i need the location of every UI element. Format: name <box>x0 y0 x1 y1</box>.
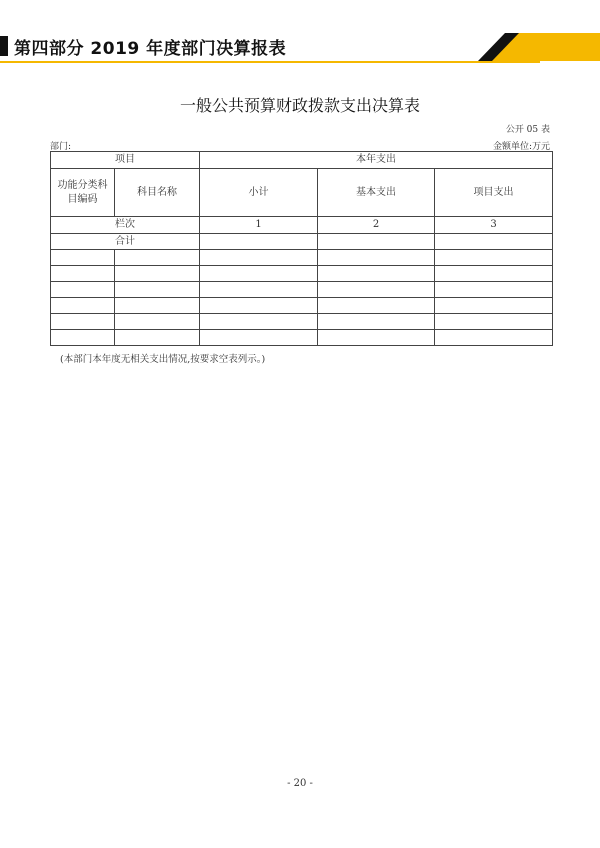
table-cell <box>200 330 318 346</box>
column-index-1: 1 <box>200 217 318 234</box>
column-index-2: 2 <box>318 217 435 234</box>
table-cell <box>51 298 115 314</box>
table-cell <box>115 314 200 330</box>
function-code-header: 功能分类科目编码 <box>51 169 115 217</box>
table-cell <box>200 282 318 298</box>
table-cell <box>51 330 115 346</box>
subtotal-header: 小计 <box>200 169 318 217</box>
table-cell <box>435 330 553 346</box>
table-row <box>51 250 553 266</box>
table-cell <box>115 330 200 346</box>
table-cell <box>51 266 115 282</box>
table-cell <box>318 250 435 266</box>
column-index-row <box>51 217 553 234</box>
subject-name-header: 科目名称 <box>115 169 200 217</box>
total-project-cell <box>435 234 553 250</box>
project-expenditure-header: 项目支出 <box>435 169 553 217</box>
expenditure-table <box>50 151 553 346</box>
department-label: 部门: <box>50 142 72 152</box>
table-row <box>51 314 553 330</box>
table-cell <box>200 266 318 282</box>
table-cell <box>200 314 318 330</box>
empty-rows <box>51 250 553 346</box>
table-header-row <box>51 152 553 169</box>
table-cell <box>115 250 200 266</box>
table-row <box>51 298 553 314</box>
table-cell <box>435 282 553 298</box>
table-cell <box>115 282 200 298</box>
table-cell <box>435 314 553 330</box>
page-header <box>0 30 600 64</box>
column-index-3: 3 <box>435 217 553 234</box>
column-index-label: 栏次 <box>51 217 200 234</box>
header-item-cell: 项目 <box>51 152 200 169</box>
table-cell <box>318 298 435 314</box>
basic-expenditure-header: 基本支出 <box>318 169 435 217</box>
table-cell <box>115 266 200 282</box>
table-cell <box>435 266 553 282</box>
table-cell <box>51 282 115 298</box>
table-code: 公开 05 表 <box>505 125 550 135</box>
table-cell <box>51 314 115 330</box>
yellow-black-stripe-icon <box>0 30 600 64</box>
table-cell <box>200 250 318 266</box>
table-cell <box>51 250 115 266</box>
total-row <box>51 234 553 250</box>
total-label: 合计 <box>51 234 200 250</box>
header-current-year-cell: 本年支出 <box>200 152 553 169</box>
table-row <box>51 330 553 346</box>
table-row <box>51 266 553 282</box>
table-cell <box>318 282 435 298</box>
table-cell <box>435 298 553 314</box>
document-title: 一般公共预算财政拨款支出决算表 <box>179 96 420 115</box>
page-number: - 20 - <box>287 778 313 789</box>
table-cell <box>318 330 435 346</box>
table-cell <box>115 298 200 314</box>
table-row <box>51 282 553 298</box>
section-title: 第四部分 2019 年度部门决算报表 <box>14 39 287 59</box>
total-basic-cell <box>318 234 435 250</box>
table-cell <box>318 314 435 330</box>
table-cell <box>200 298 318 314</box>
table-cell <box>435 250 553 266</box>
table-subheader-row <box>51 169 553 217</box>
empty-table-note: (本部门本年度无相关支出情况,按要求空表列示。) <box>60 354 266 365</box>
table-cell <box>318 266 435 282</box>
total-subtotal-cell <box>200 234 318 250</box>
unit-label: 金额单位:万元 <box>492 142 550 152</box>
